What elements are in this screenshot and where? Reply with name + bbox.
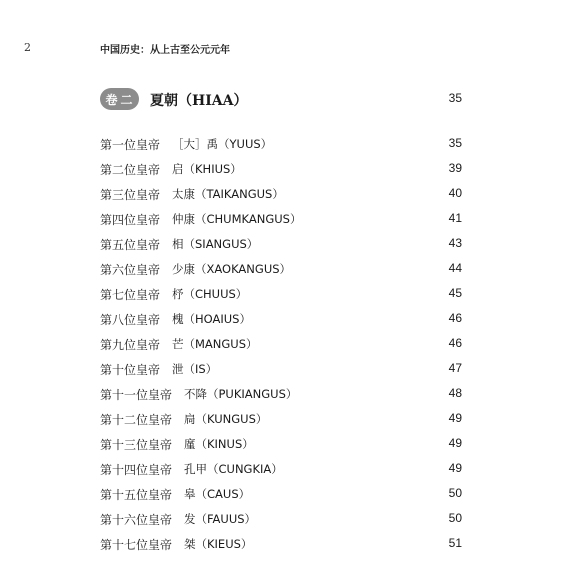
toc-entry[interactable] <box>100 457 462 482</box>
toc-entry-name: 仲康（CHUMKANGUS） <box>172 212 302 226</box>
page-number: 2 <box>24 41 31 54</box>
toc-entry-name: 不降（PUKIANGUS） <box>184 387 298 401</box>
toc-entry-name: 杼（CHUUS） <box>172 287 248 301</box>
toc-entry-label: 第十七位皇帝 <box>100 538 173 552</box>
toc-entry[interactable] <box>100 282 462 307</box>
toc-entry-name: 孔甲（CUNGKIA） <box>184 462 283 476</box>
toc-entry-name: 少康（XAOKANGUS） <box>172 262 292 276</box>
toc-entry-name: 槐（HOAIUS） <box>172 312 251 326</box>
toc-entry[interactable] <box>100 232 462 257</box>
toc-entry-page: 50 <box>448 511 462 525</box>
toc-entry-page: 40 <box>448 186 462 200</box>
toc-entry-label: 第十四位皇帝 <box>100 463 173 477</box>
toc-entry[interactable] <box>100 207 462 232</box>
toc-entry-page: 43 <box>448 236 462 250</box>
toc-entry-label: 第四位皇帝 <box>100 213 161 227</box>
toc-entry-page: 46 <box>448 336 462 350</box>
toc-entry-label: 第五位皇帝 <box>100 238 161 252</box>
toc-entry-page: 46 <box>448 311 462 325</box>
toc-entry-label: 第十五位皇帝 <box>100 488 173 502</box>
toc-entry-name: 太康（TAIKANGUS） <box>172 187 284 201</box>
toc-entry-name: 发（FAUUS） <box>184 512 257 526</box>
toc-entry[interactable] <box>100 532 462 557</box>
toc-entry-page: 49 <box>448 411 462 425</box>
toc-entry-page: 39 <box>448 161 462 175</box>
toc-entry-name: ［大］禹（YUUS） <box>172 137 273 151</box>
toc-entry-label: 第八位皇帝 <box>100 313 161 327</box>
toc-entry-name: 皋（CAUS） <box>184 487 251 501</box>
toc-entry-page: 48 <box>448 386 462 400</box>
toc-entry-name: 相（SIANGUS） <box>172 237 259 251</box>
toc-entry-name: 廑（KINUS） <box>184 437 254 451</box>
toc-entry-label: 第十二位皇帝 <box>100 413 173 427</box>
section-title: 夏朝（HIAA） <box>150 93 248 109</box>
toc-entry-label: 第七位皇帝 <box>100 288 161 302</box>
toc-entry-label: 第十位皇帝 <box>100 363 161 377</box>
toc-entry-page: 45 <box>448 286 462 300</box>
toc-entry-name: 泄（IS） <box>172 362 218 376</box>
toc-entry-page: 47 <box>448 361 462 375</box>
toc-entry-label: 第二位皇帝 <box>100 163 161 177</box>
toc-entry-page: 51 <box>448 536 462 550</box>
toc-entry[interactable] <box>100 482 462 507</box>
toc-entry-name: 启（KHIUS） <box>172 162 242 176</box>
toc-entry-page: 44 <box>448 261 462 275</box>
section-badge: 卷二 <box>100 88 139 110</box>
toc-entry[interactable] <box>100 132 462 157</box>
table-of-contents <box>100 132 462 557</box>
toc-entry-page: 49 <box>448 436 462 450</box>
toc-entry[interactable] <box>100 432 462 457</box>
running-header: 中国历史：从上古至公元元年 <box>100 45 230 56</box>
toc-entry-name: 芒（MANGUS） <box>172 337 258 351</box>
toc-entry-label: 第九位皇帝 <box>100 338 161 352</box>
toc-entry[interactable] <box>100 182 462 207</box>
toc-entry[interactable] <box>100 332 462 357</box>
toc-entry-name: 扃（KUNGUS） <box>184 412 268 426</box>
section-heading <box>100 88 462 112</box>
toc-entry[interactable] <box>100 407 462 432</box>
toc-entry[interactable] <box>100 157 462 182</box>
toc-entry-page: 41 <box>448 211 462 225</box>
toc-entry-label: 第十六位皇帝 <box>100 513 173 527</box>
toc-entry-label: 第三位皇帝 <box>100 188 161 202</box>
toc-entry-label: 第六位皇帝 <box>100 263 161 277</box>
section-page-number: 35 <box>448 91 462 105</box>
toc-entry-label: 第十三位皇帝 <box>100 438 173 452</box>
toc-entry-page: 50 <box>448 486 462 500</box>
toc-entry[interactable] <box>100 382 462 407</box>
toc-entry-page: 49 <box>448 461 462 475</box>
toc-entry-page: 35 <box>448 136 462 150</box>
toc-entry[interactable] <box>100 307 462 332</box>
toc-entry-name: 桀（KIEUS） <box>184 537 253 551</box>
toc-entry[interactable] <box>100 357 462 382</box>
toc-entry[interactable] <box>100 257 462 282</box>
toc-entry[interactable] <box>100 507 462 532</box>
toc-entry-label: 第十一位皇帝 <box>100 388 173 402</box>
toc-entry-label: 第一位皇帝 <box>100 138 161 152</box>
